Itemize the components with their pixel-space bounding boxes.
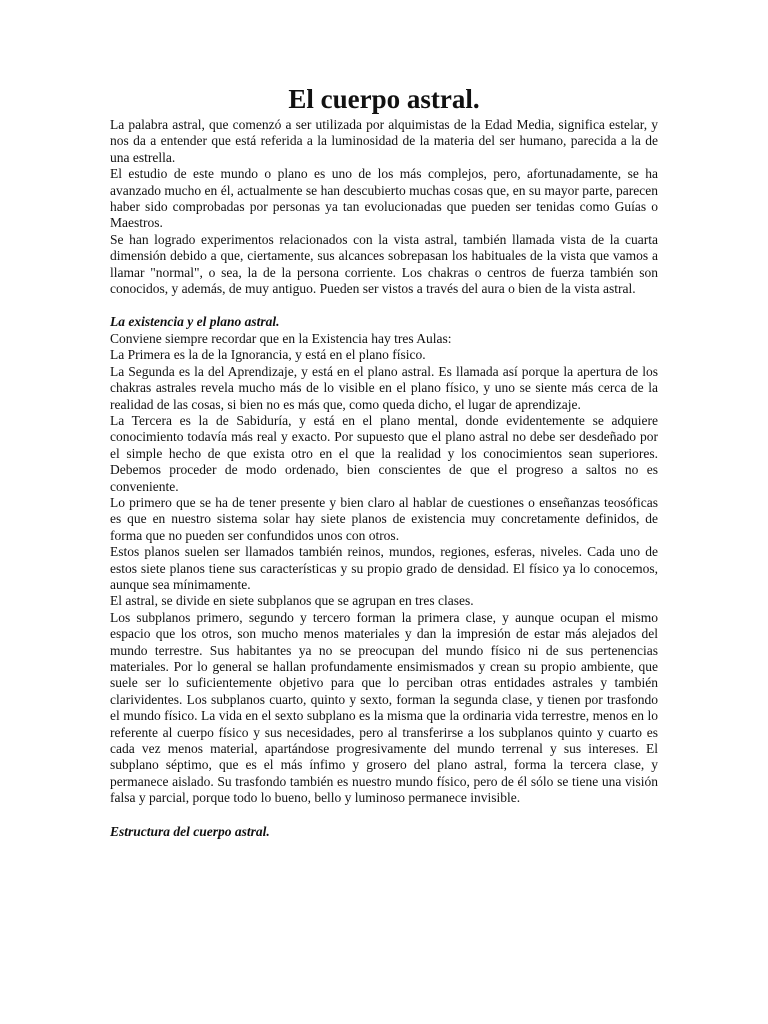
section1-paragraph-8: Los subplanos primero, segundo y tercero forman la primera clase, y aunque ocupan el mismo espacio que los otros, son mucho menos materiales y dan la impresión de estar más alejados del mundo terrestre. Sus habitantes ya no se preocupan del mundo físico ni de sus pertenencias materiales. Por lo general se hallan profundamente ensimismados y crean su propio ambiente, que suele ser lo suficientemente objetivo para que lo perciban otras entidades astrales y también clarividentes. Los subplanos cuarto, quinto y sexto, forman la segunda clase, y tienen por trasfondo el mundo físico. La vida en el sexto subplano es la misma que la ordinaria vida terrestre, menos en lo referente al cuerpo físico y sus necesidades, pero al transferirse a los subplanos quinto y cuarto es cada vez menos material, apartándose progresivamente del mundo terrenal y sus intereses. El subplano séptimo, que es el más ínfimo y grosero del plano astral, forma la tercera clase, y permanece aislado. Su trasfondo también es nuestro mundo físico, pero de él sólo se tiene una visión falsa y parcial, porque todo lo bueno, bello y luminoso permanece invisible. [110, 609, 658, 806]
section-gap [110, 297, 658, 314]
section-heading-estructura: Estructura del cuerpo astral. [110, 823, 270, 839]
section1-paragraph-6: Estos planos suelen ser llamados también reinos, mundos, regiones, esferas, niveles. Cada uno de estos siete planos tiene sus características y su propio grado de densidad. El físico ya lo conocemos, aunque sea mínimamente. [110, 544, 658, 592]
intro-paragraph-3: Se han logrado experimentos relacionados con la vista astral, también llamada vista de la cuarta dimensión debido a que, ciertamente, sus alcances sobrepasan los habituales de la vista que vamos a llamar "normal", o sea, la de la persona corriente. Los chakras o centros de fuerza también son conocidos, y además, de muy antiguo. Pueden ser vistos a través del aura o bien de la vista astral. [110, 231, 658, 297]
section1-paragraph-7: El astral, se divide en siete subplanos que se agrupan en tres clases. [110, 593, 474, 609]
page-title: El cuerpo astral. [288, 84, 480, 114]
section1-paragraph-2: La Primera es la de la Ignorancia, y está en el plano físico. [110, 347, 426, 363]
intro-paragraph-1: La palabra astral, que comenzó a ser utilizada por alquimistas de la Edad Media, significa estelar, y nos da a entender que está referida a la luminosidad de la materia del ser humano, parecida a la de una estrella. [110, 117, 658, 165]
section-gap [110, 807, 658, 824]
section1-paragraph-1: Conviene siempre recordar que en la Existencia hay tres Aulas: [110, 330, 452, 346]
section1-paragraph-4: La Tercera es la de Sabiduría, y está en el plano mental, donde evidentemente se adquiere conocimiento todavía más real y exacto. Por supuesto que el plano astral no debe ser desdeñado por el simple hecho de que exista otro en el que la realidad y los conocimientos sean superiores. Debemos proceder de modo ordenado, bien conscientes de que el progreso a saltos no es conveniente. [110, 412, 658, 494]
section1-paragraph-5: Lo primero que se ha de tener presente y bien claro al hablar de cuestiones o enseñanzas teosóficas es que en nuestro sistema solar hay siete planos de existencia muy concretamente definidos, de forma que no pueden ser confundidos unos con otros. [110, 494, 658, 543]
intro-paragraph-2: El estudio de este mundo o plano es uno de los más complejos, pero, afortunadamente, se ha avanzado mucho en él, actualmente se han descubierto muchas cosas que, en su mayor parte, parecen haber sido comprobadas por personas ya tan evolucionadas que pueden ser tenidas como Guías o Maestros. [110, 166, 658, 231]
section1-paragraph-3: La Segunda es la del Aprendizaje, y está en el plano astral. Es llamada así porque la apertura de los chakras astrales revela mucho más de lo visible en el plano físico, y uno se siente más cerca de la realidad de las cosas, si bien no es más que, como queda dicho, el lugar de aprendizaje. [110, 363, 658, 412]
section-heading-existencia: La existencia y el plano astral. [110, 314, 280, 330]
